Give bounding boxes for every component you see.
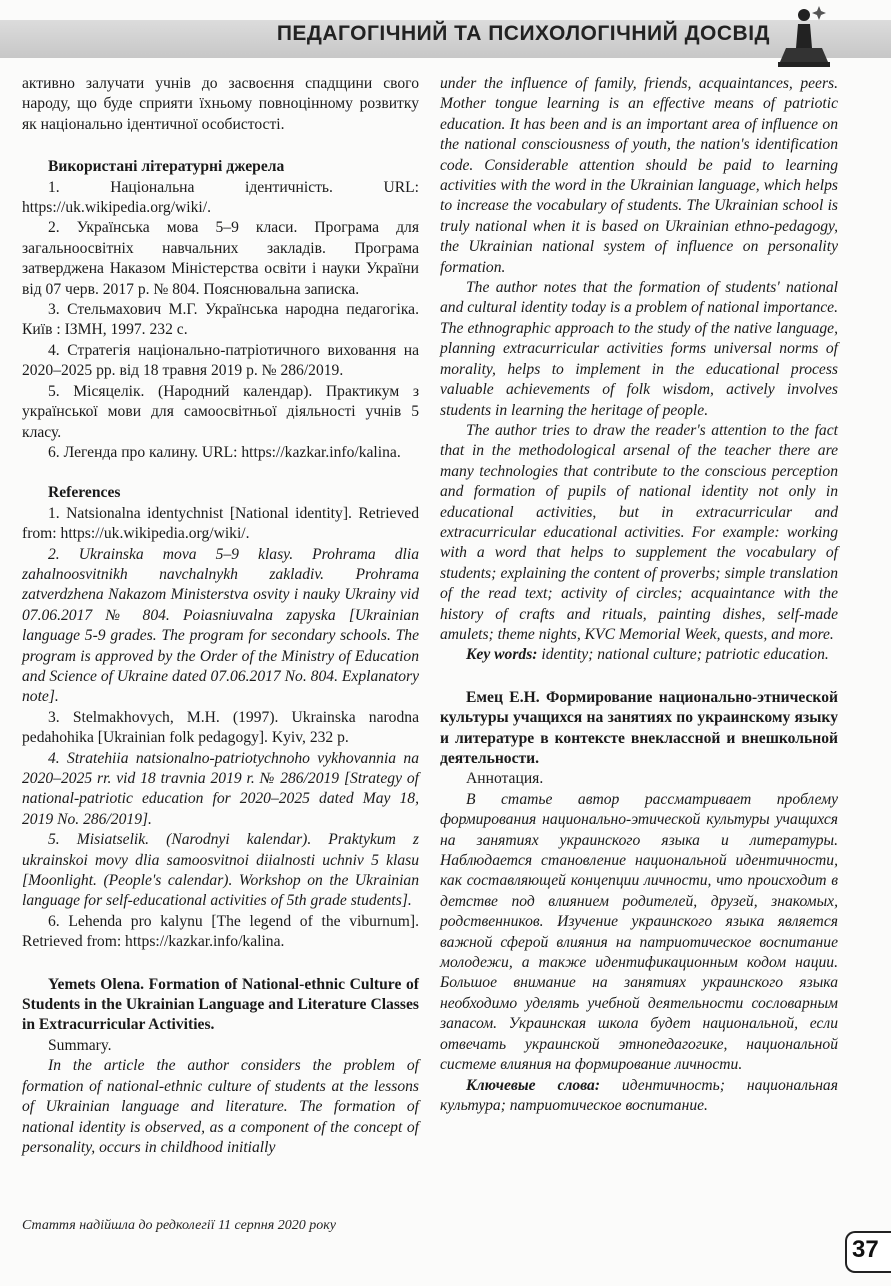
section-title: ПЕДАГОГІЧНИЙ ТА ПСИХОЛОГІЧНИЙ ДОСВІД bbox=[276, 22, 770, 45]
english-summary-text: In the article the author considers the problem of formation of national-ethnic culture of students at the lessons of Ukrainian language and literature. The formation of national identity is observed, as a component of the concept of personality, occurs in childhood initially bbox=[22, 1057, 419, 1156]
reference-item: 3. Stelmakhovych, M.H. (1997). Ukrainska narodna pedahohika [Ukrainian folk pedagogy]. Kyiv, 232 p. bbox=[22, 708, 419, 747]
reference-item: 2. Ukrainska mova 5–9 klasy. Prohrama dlia zahalnoosvitnikh navchalnykh zakladiv. Prohrama zatverdzhena Nakazom Ministerstva osvity i nauky Ukrainy vid 07.06.2017 № 804. Poiasniuvalna zapyska [Ukrainian language 5-9 grades. The program for secondary schools. The program is approved by the Order of the Ministry of Education and Science of Ukraine dated 07.06.2017 No. 804. Explanatory note]. bbox=[22, 545, 419, 706]
russian-keywords-label: Ключевые слова: bbox=[466, 1076, 601, 1094]
right-column bbox=[440, 74, 838, 1116]
english-summary-paragraph: The author tries to draw the reader's attention to the fact that in the methodological arsenal of the teacher there are many technologies that contribute to the conscious perception and formation of pupils of national identity not only in educational activities, but in extracurricular and extracurricular educational activities. For example: working with a word that helps to supplement the vocabulary of students; explaining the content of proverbs; simple translation of the read text; activity of circles; acquaintance with the history of crafts and rituals, painting dishes, self-made amulets; theme nights, KVC Memorial Week, quests, and more. bbox=[440, 421, 838, 643]
russian-summary-title: Емец Е.Н. Формирование национально-этнической культуры учащихся на занятиях по украинскому языку и литературе в контексте внеклассной и внешкольной деятельности. bbox=[440, 688, 838, 767]
source-item: 2. Українська мова 5–9 класи. Програма для загальноосвітніх навчальних закладів. Програма затверджена Наказом Міністерства освіти і науки України від 07 черв. 2017 р. № 804. Пояснювальна записка. bbox=[22, 219, 419, 298]
source-item: 1. Національна ідентичність. URL: https://uk.wikipedia.org/wiki/. bbox=[22, 178, 419, 217]
english-keywords bbox=[440, 645, 838, 665]
russian-keywords bbox=[440, 1076, 838, 1117]
russian-summary-label: Аннотация. bbox=[466, 770, 544, 788]
english-summary-title: Yemets Olena. Formation of National-ethnic Culture of Students in the Ukrainian Language and Literature Classes in Extracurricular Activities. bbox=[22, 975, 419, 1034]
english-keywords-text: identity; national culture; patriotic education. bbox=[541, 646, 829, 664]
source-item: 4. Стратегія національно-патріотичного виховання на 2020–2025 рр. від 18 травня 2019 р. № 286/2019. bbox=[22, 341, 419, 380]
left-column bbox=[22, 74, 419, 1158]
source-item: 3. Стельмахович М.Г. Українська народна педагогіка. Київ : ІЗМН, 1997. 232 с. bbox=[22, 301, 419, 339]
english-summary-continued: under the influence of family, friends, acquaintances, peers. Mother tongue learning is an effective means of patriotic education. It has been and is an important area of influence on the national consciousness of youth, the nation's identification code. Considerable attention should be paid to learning activities with the word in the Ukrainian language, which helps to increase the vocabulary of students. The Ukrainian school is truly national when it is based on Ukrainian ethno-pedagogy, the Ukrainian national system of influence on personality formation. bbox=[440, 75, 838, 276]
russian-keywords-text: идентичность; национальная культура; патриотическое воспитание. bbox=[440, 1076, 838, 1114]
reference-item: 6. Lehenda pro kalynu [The legend of the viburnum]. Retrieved from: https://kazkar.info/kalina. bbox=[22, 912, 419, 951]
intro-paragraph: активно залучати учнів до засвоєння спадщини свого народу, що буде сприяти їхньому повноцінному розвитку як національно ідентичної особистості. bbox=[22, 75, 419, 133]
reference-item: 4. Stratehiia natsionalno-patriotychnoho vykhovannia na 2020–2025 rr. vid 18 travnia 2019 r. № 286/2019 [Strategy of national-patriotic education for 2020–2025 dated May 18, 2019 No. 286/2019]. bbox=[22, 749, 419, 828]
english-keywords-label: Key words: bbox=[466, 646, 538, 664]
english-summary-paragraph: The author notes that the formation of students' national and cultural identity today is a problem of national importance. The ethnographic approach to the study of the native language, planning extracurricular activities forms universal norms of morality, helps to implement in the educational process valuable achievements of folk wisdom, actively involves students in learning the heritage of people. bbox=[440, 279, 838, 419]
source-item: 5. Місяцелік. (Народний календар). Практикум з української мови для самоосвітньої діяльності учнів 5 класу. bbox=[22, 382, 419, 441]
reference-item: 5. Misiatselik. (Narodnyi kalendar). Praktykum z ukrainskoi movy dlia samoosvitnoi diialnosti uchniv 5 klasu [Moonlight. (People's calendar). Workshop on the Ukrainian language for self-educational activities of 5th grade students]. bbox=[22, 831, 419, 910]
english-summary-label: Summary. bbox=[48, 1036, 112, 1054]
reference-item: 1. Natsionalna identychnist [National identity]. Retrieved from: https://uk.wikipedia.org/wiki/. bbox=[22, 504, 419, 543]
source-item: 6. Легенда про калину. URL: https://kazkar.info/kalina. bbox=[48, 443, 401, 461]
references-heading: References bbox=[48, 484, 121, 502]
russian-summary-text: В статье автор рассматривает проблему формирования национально-этической культуры учащихся на занятиях украинского языка и литературы. Наблюдается становление национальной идентичности, как составляющей концепции личности, что происходит в детстве под влиянием родителей, друзей, знакомых, родственников. Изучение украинского языка является важной сферой влияния на патриотическое воспитание молодежи, а также идентификационным кодом нации. Большое внимание на занятиях украинского языка необходимо уделять учебной деятельности сословарным запасом. Украинская школа будет национальной, если отвечать украинской этнопедагогике, национальной системе влияния на формирование личности. bbox=[440, 790, 838, 1074]
journal-logo-icon bbox=[772, 4, 836, 70]
page-number: 37 bbox=[852, 1236, 879, 1263]
sources-heading: Використані літературні джерела bbox=[48, 158, 285, 176]
submission-note: Стаття надійшла до редколегії 11 серпня 2020 року bbox=[22, 1218, 337, 1233]
